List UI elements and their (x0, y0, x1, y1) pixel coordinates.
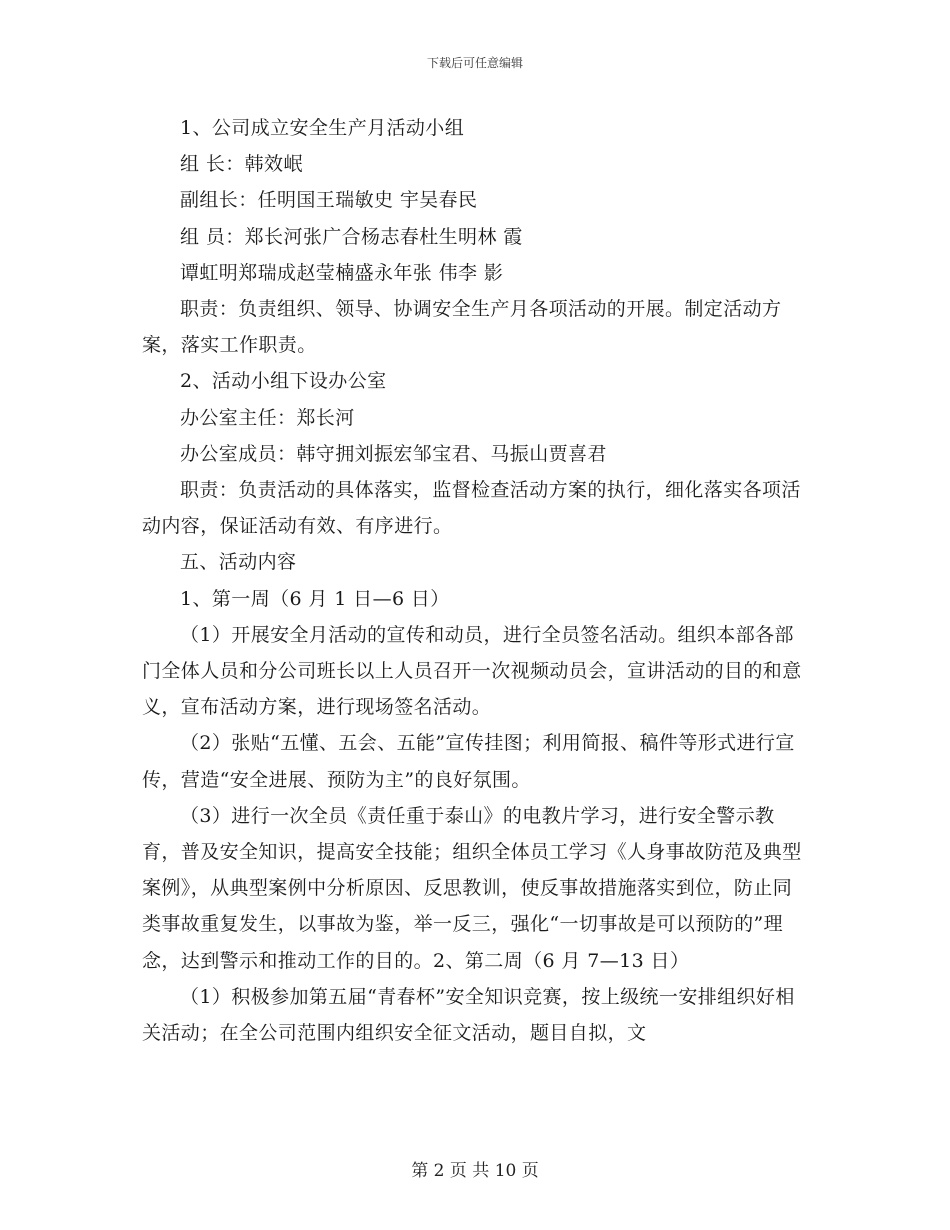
page-number: 第 2 页 共 10 页 (411, 1161, 539, 1181)
paragraph: 办公室成员：韩守拥刘振宏邹宝君、马振山贾喜君 (180, 442, 607, 465)
paragraph: （2）张贴“五懂、五会、五能”宣传挂图；利用简报、稿件等形式进行宣传，营造“安全进展、预防为主”的良好氛围。 (142, 732, 795, 791)
paragraph: 职责：负责活动的具体落实，监督检查活动方案的执行，细化落实各项活动内容，保证活动有效、有序进行。 (142, 479, 801, 538)
paragraph: 副组长：任明国王瑞敏史 宇吴春民 (180, 189, 478, 212)
paragraph: 办公室主任：郑长河 (180, 406, 355, 429)
paragraph: 组 长：韩效岷 (180, 153, 303, 176)
paragraph: 组 员：郑长河张广合杨志春杜生明林 霞 (180, 225, 523, 248)
paragraph: 职责：负责组织、领导、协调安全生产月各项活动的开展。制定活动方案，落实工作职责。 (142, 298, 782, 357)
paragraph: （1）积极参加第五届“青春杯”安全知识竞赛，按上级统一安排组织好相关活动；在全公司范围内组织安全征文活动，题目自拟，文 (142, 985, 795, 1045)
paragraph: （1）开展安全月活动的宣传和动员，进行全员签名活动。组织本部各部门全体人员和分公司班长以上人员召开一次视频动员会，宣讲活动的目的和意义，宣布活动方案，进行现场签名活动。 (142, 623, 802, 719)
paragraph: 1、公司成立安全生产月活动小组 (180, 117, 465, 139)
paragraph: 1、第一周（6 月 1 日—6 日） (180, 587, 450, 610)
paragraph: 谭虹明郑瑞成赵莹楠盛永年张 伟李 影 (180, 261, 504, 284)
section-heading: 五、活动内容 (180, 551, 297, 574)
paragraph: （3）进行一次全员《责任重于泰山》的电教片学习，进行安全警示教育，普及安全知识，提高安全技能；组织全体员工学习《人身事故防范及典型案例》，从典型案例中分析原因、反思教训，使反事故措施落实到位，防止同类事故重复发生，以事故为鉴，举一反三，强化“一切事故是可以预防的”理念，达到警示和推动工作的目的。2、第二周（6 月 7—13 日） (142, 804, 802, 972)
page-header: 下载后可任意编辑 (426, 56, 523, 70)
paragraph: 2、活动小组下设办公室 (180, 370, 387, 393)
document-body (142, 110, 810, 1051)
